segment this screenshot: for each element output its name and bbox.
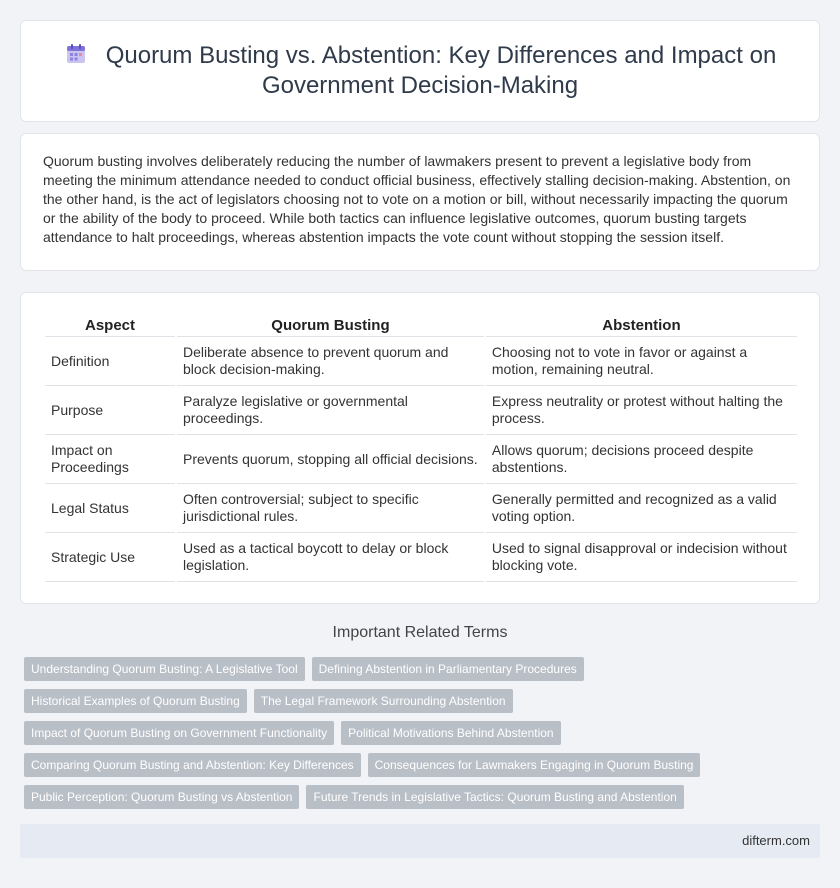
tag-row xyxy=(24,689,820,721)
table-cell-quorum: Paralyze legislative or governmental proceedings. xyxy=(177,386,484,435)
table-cell-quorum: Often controversial; subject to specific jurisdictional rules. xyxy=(177,484,484,533)
table-header-row xyxy=(45,313,797,337)
related-term-link[interactable]: Political Motivations Behind Abstention xyxy=(341,721,560,745)
table-row xyxy=(45,533,797,582)
related-term-link[interactable]: Defining Abstention in Parliamentary Procedures xyxy=(312,657,584,681)
table-cell-abstention: Allows quorum; decisions proceed despite abstentions. xyxy=(486,435,797,484)
header-aspect: Aspect xyxy=(45,313,175,337)
related-terms-list xyxy=(24,657,820,817)
table-cell-abstention: Choosing not to vote in favor or against a motion, remaining neutral. xyxy=(486,337,797,386)
table-cell-aspect: Impact on Proceedings xyxy=(45,435,175,484)
page-title xyxy=(61,41,779,101)
table-row xyxy=(45,435,797,484)
table-cell-quorum: Deliberate absence to prevent quorum and block decision-making. xyxy=(177,337,484,386)
table-cell-abstention: Express neutrality or protest without halting the process. xyxy=(486,386,797,435)
comparison-card xyxy=(20,292,820,604)
table-cell-abstention: Used to signal disapproval or indecision without blocking vote. xyxy=(486,533,797,582)
tag-row xyxy=(24,753,820,785)
tag-row xyxy=(24,721,820,753)
related-term-link[interactable]: Comparing Quorum Busting and Abstention: Key Differences xyxy=(24,753,361,777)
tag-row xyxy=(24,657,820,689)
header-abstention: Abstention xyxy=(486,313,797,337)
intro-card xyxy=(20,133,820,271)
table-cell-aspect: Definition xyxy=(45,337,175,386)
table-cell-aspect: Strategic Use xyxy=(45,533,175,582)
calendar-icon xyxy=(64,42,88,66)
related-term-link[interactable]: Public Perception: Quorum Busting vs Abstention xyxy=(24,785,299,809)
related-term-link[interactable]: Future Trends in Legislative Tactics: Quorum Busting and Abstention xyxy=(306,785,683,809)
related-terms-title: Important Related Terms xyxy=(332,624,508,641)
table-cell-aspect: Purpose xyxy=(45,386,175,435)
page-title-text: Quorum Busting vs. Abstention: Key Differences and Impact on Government Decision-Making xyxy=(105,42,777,99)
comparison-table xyxy=(43,313,799,582)
table-cell-quorum: Used as a tactical boycott to delay or block legislation. xyxy=(177,533,484,582)
footer xyxy=(20,824,820,858)
table-cell-aspect: Legal Status xyxy=(45,484,175,533)
table-cell-abstention: Generally permitted and recognized as a valid voting option. xyxy=(486,484,797,533)
related-term-link[interactable]: The Legal Framework Surrounding Abstention xyxy=(254,689,513,713)
table-row xyxy=(45,484,797,533)
table-row xyxy=(45,337,797,386)
related-term-link[interactable]: Impact of Quorum Busting on Government Functionality xyxy=(24,721,334,745)
related-term-link[interactable]: Historical Examples of Quorum Busting xyxy=(24,689,247,713)
intro-paragraph: Quorum busting involves deliberately reducing the number of lawmakers present to prevent a legislative body from meeting the minimum attendance needed to conduct official business, effectively stalling decision-making. Abstention, on the other hand, is the act of legislators choosing not to vote on a motion or bill, without necessarily impacting the quorum or the ability of the body to proceed. While both tactics can influence legislative outcomes, quorum busting targets attendance to halt proceedings, whereas abstention impacts the vote count without stopping the session itself. xyxy=(43,153,791,245)
footer-site-link[interactable]: difterm.com xyxy=(742,833,810,848)
table-row xyxy=(45,386,797,435)
header-quorum-busting: Quorum Busting xyxy=(177,313,484,337)
table-cell-quorum: Prevents quorum, stopping all official decisions. xyxy=(177,435,484,484)
header-card xyxy=(20,20,820,122)
related-term-link[interactable]: Understanding Quorum Busting: A Legislative Tool xyxy=(24,657,305,681)
tag-row xyxy=(24,785,820,817)
related-term-link[interactable]: Consequences for Lawmakers Engaging in Quorum Busting xyxy=(368,753,701,777)
